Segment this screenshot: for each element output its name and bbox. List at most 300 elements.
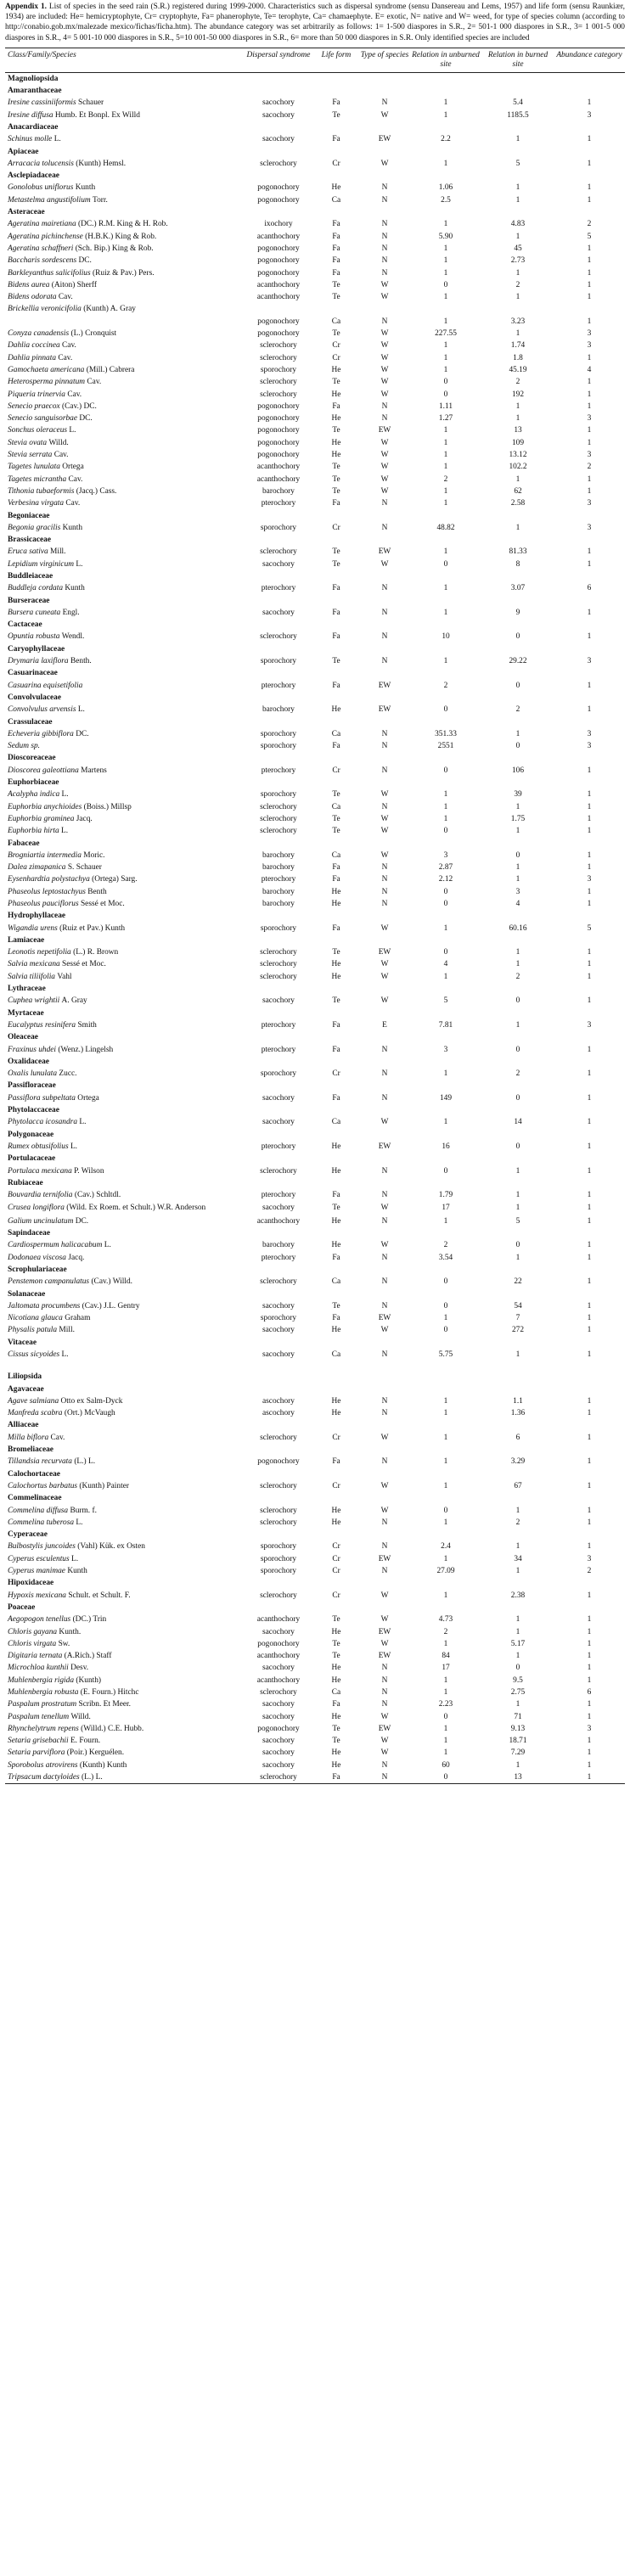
abundance-cell: 1	[587, 1652, 592, 1661]
unburned-cell: 2.5	[441, 195, 451, 205]
burned-cell: 0	[515, 632, 520, 642]
unburned-cell: 1	[443, 1737, 448, 1746]
dispersal-cell: acanthochory	[256, 1675, 301, 1685]
type-cell: W	[380, 996, 389, 1006]
species-table	[5, 48, 625, 1785]
burned-cell: 3	[515, 887, 520, 896]
family-name: Alliaceae	[8, 1421, 39, 1430]
species-authority: Moric.	[83, 850, 105, 860]
dispersal-cell: sporochory	[260, 729, 297, 738]
species-cell	[5, 1662, 245, 1674]
table-row	[5, 182, 625, 194]
species-authority: (Kunth) A. Gray	[83, 305, 136, 314]
species-authority: L.	[71, 1554, 79, 1563]
unburned-cell: 1	[443, 1748, 448, 1758]
species-cell	[5, 740, 245, 752]
species-name: Verbesina virgata	[8, 499, 65, 508]
table-row	[5, 1686, 625, 1698]
unburned-cell: 1	[443, 317, 448, 326]
type-cell: N	[381, 863, 388, 873]
abundance-cell	[554, 303, 625, 315]
species-name: Commelina tuberosa	[8, 1518, 75, 1527]
species-cell	[5, 1432, 245, 1444]
life-form-cell: Te	[332, 790, 340, 800]
species-cell	[5, 923, 245, 934]
species-authority: Mill.	[59, 1326, 75, 1335]
abundance-cell: 2	[587, 1567, 592, 1576]
table-row	[5, 1407, 625, 1419]
family-name: Cyperaceae	[8, 1530, 48, 1540]
life-form-cell: He	[331, 1518, 341, 1527]
life-form-cell: Cr	[332, 1069, 340, 1079]
species-name: Ageratina pichinchense	[8, 232, 83, 241]
family-row	[5, 1492, 625, 1504]
dispersal-cell: barochory	[262, 863, 295, 873]
species-cell	[5, 1201, 245, 1215]
dispersal-cell: sclerochory	[260, 827, 297, 836]
species-authority: L.	[70, 1142, 78, 1151]
dispersal-cell: ascochory	[262, 1409, 295, 1418]
abundance-cell: 1	[587, 438, 592, 447]
unburned-cell: 0	[443, 766, 448, 775]
life-form-cell: Te	[332, 474, 340, 484]
species-name: Rhynchelytrum repens	[8, 1724, 79, 1733]
table-row	[5, 424, 625, 436]
type-cell: N	[381, 1350, 388, 1359]
species-cell	[5, 401, 245, 412]
family-row	[5, 510, 625, 522]
species-authority: S. Schauer	[67, 863, 102, 873]
species-cell	[5, 1116, 245, 1128]
type-cell: N	[381, 766, 388, 775]
table-row	[5, 740, 625, 752]
species-authority: L.	[61, 790, 69, 800]
burned-cell: 5.4	[513, 98, 523, 108]
species-authority: Schauer	[77, 98, 104, 108]
abundance-cell: 1	[587, 1760, 592, 1770]
life-form-cell: Ca	[331, 802, 341, 811]
species-authority: Wendl.	[61, 632, 85, 642]
species-name: Penstemon campanulatus	[8, 1277, 90, 1287]
species-cell	[5, 231, 245, 243]
species-cell	[5, 655, 245, 667]
species-name: Baccharis sordescens	[8, 256, 77, 266]
table-row	[5, 461, 625, 473]
burned-cell: 1.75	[510, 814, 526, 823]
species-name: Nicotiana glauca	[8, 1314, 63, 1323]
family-row	[5, 1056, 625, 1068]
life-form-cell: Te	[332, 329, 340, 339]
abundance-cell: 3	[587, 1724, 592, 1733]
dispersal-cell: sclerochory	[260, 353, 297, 362]
species-authority: (Cav.) Schltdl.	[74, 1191, 121, 1200]
type-cell: N	[381, 900, 388, 908]
species-cell	[5, 255, 245, 267]
species-cell	[5, 194, 245, 206]
burned-cell: 1	[515, 232, 520, 241]
burned-cell: 1	[515, 863, 520, 873]
dispersal-cell: sporochory	[260, 742, 297, 751]
species-authority: Schult. et Schult. F.	[68, 1591, 131, 1600]
type-cell: N	[381, 1664, 388, 1673]
dispersal-cell: sporochory	[260, 923, 297, 933]
species-authority: (E. Fourn.) Hitchc	[80, 1688, 139, 1697]
table-row	[5, 1019, 625, 1031]
species-name: Dioscorea galeottiana	[8, 766, 79, 775]
species-name: Dahlia pinnata	[8, 353, 57, 362]
species-cell	[5, 861, 245, 873]
unburned-cell: 0	[409, 1771, 482, 1784]
species-name: Crusea longiflora	[8, 1204, 65, 1213]
family-name: Begoniaceae	[8, 511, 50, 520]
abundance-cell: 1	[587, 256, 592, 266]
species-name: Metastelma angustifolium	[8, 195, 91, 205]
type-cell: W	[380, 280, 389, 289]
species-name: Bouvardia ternifolia	[8, 1191, 73, 1200]
life-form-cell: He	[331, 1142, 341, 1151]
species-authority: L.	[76, 1518, 83, 1527]
species-cell	[5, 522, 245, 534]
species-name: Sporobolus atrovirens	[8, 1760, 78, 1770]
type-cell: EW	[378, 1724, 391, 1733]
family-row	[5, 777, 625, 789]
abundance-cell: 3	[587, 729, 592, 738]
species-authority: (L.) R. Brown	[73, 948, 119, 957]
unburned-cell: 1	[443, 1675, 448, 1685]
abundance-cell: 3	[587, 329, 592, 339]
species-cell	[5, 789, 245, 800]
dispersal-cell: sacochory	[262, 1700, 295, 1709]
dispersal-cell: pogonochory	[257, 401, 300, 411]
table-row	[5, 1165, 625, 1177]
unburned-cell: 0	[443, 1326, 448, 1335]
type-cell: N	[381, 268, 388, 278]
family-name: Commelinaceae	[8, 1494, 62, 1503]
abundance-cell: 1	[587, 474, 592, 484]
unburned-cell: 1	[443, 463, 448, 472]
type-cell: N	[381, 1688, 388, 1697]
abundance-cell: 1	[587, 1712, 592, 1721]
life-form-cell: Fa	[332, 1457, 340, 1467]
table-row	[5, 1276, 625, 1288]
family-row	[5, 170, 625, 182]
family-row	[5, 1288, 625, 1300]
species-authority: (DC.) Trin	[72, 1615, 107, 1625]
burned-cell: 8	[515, 559, 520, 569]
species-name: Phaseolus leptostachyus	[8, 887, 86, 896]
family-row	[5, 910, 625, 922]
dispersal-cell: pterochory	[261, 1191, 296, 1200]
burned-cell: 2	[515, 972, 520, 981]
abundance-cell: 3	[587, 451, 592, 460]
species-authority: L.	[61, 1350, 69, 1359]
species-cell	[5, 158, 245, 170]
species-cell	[5, 449, 245, 461]
species-authority: (Kunth) Painter	[79, 1481, 129, 1490]
species-name: Acalypha indica	[8, 790, 60, 800]
unburned-cell: 1	[443, 802, 448, 811]
life-form-cell: He	[331, 972, 341, 981]
species-authority: Humb. Et Bonpl. Ex Willd	[54, 110, 140, 120]
abundance-cell: 1	[587, 887, 592, 896]
species-cell	[5, 1541, 245, 1552]
type-cell: W	[380, 790, 389, 800]
family-name: Sapindaceae	[8, 1229, 51, 1238]
abundance-cell: 1	[587, 390, 592, 399]
dispersal-cell: sporochory	[260, 365, 297, 374]
species-name: Salvia tiliifolia	[8, 972, 55, 981]
species-cell	[5, 1553, 245, 1565]
burned-cell: 1	[515, 1020, 520, 1030]
table-row	[5, 1395, 625, 1407]
abundance-cell: 1	[587, 159, 592, 168]
dispersal-cell: sclerochory	[245, 1771, 312, 1784]
dispersal-cell: pterochory	[261, 1020, 296, 1030]
burned-cell: 1185.5	[507, 110, 529, 120]
species-authority: (Ruiz & Pav.) Pers.	[93, 268, 155, 278]
species-name: Schinus molle	[8, 135, 53, 144]
table-row	[5, 1300, 625, 1312]
family-row	[5, 1444, 625, 1456]
species-name: Begonia gracilis	[8, 523, 61, 532]
burned-cell: 2.73	[510, 256, 526, 266]
species-cell	[5, 1723, 245, 1735]
burned-cell: 1	[515, 1506, 520, 1515]
type-cell: N	[381, 1277, 388, 1287]
abundance-cell: 1	[587, 183, 592, 193]
species-authority: DC.	[79, 414, 93, 424]
family-name: Calochortaceae	[8, 1469, 60, 1479]
abundance-cell: 1	[587, 1639, 592, 1648]
dispersal-cell: pterochory	[261, 499, 296, 508]
table-row	[5, 704, 625, 716]
species-authority: Vahl	[57, 972, 72, 981]
table-row	[5, 1215, 625, 1227]
unburned-cell: 1	[443, 790, 448, 800]
burned-cell: 1	[515, 827, 520, 836]
burned-cell: 1	[515, 268, 520, 278]
type-cell: N	[381, 1093, 388, 1103]
family-row	[5, 1468, 625, 1480]
type-cell: N	[381, 1069, 388, 1079]
type-cell: N	[381, 499, 388, 508]
species-cell	[5, 825, 245, 837]
dispersal-cell: sclerochory	[260, 948, 297, 957]
class-row	[5, 72, 625, 85]
species-authority: (Willd.) C.E. Hubb.	[81, 1724, 144, 1733]
unburned-cell: 0	[443, 887, 448, 896]
life-form-cell: Te	[332, 1652, 340, 1661]
abundance-cell: 1	[587, 802, 592, 811]
species-name: Conyza canadensis	[8, 329, 70, 339]
life-form-cell: Te	[332, 547, 340, 557]
species-cell	[5, 1141, 245, 1153]
type-cell: N	[381, 584, 388, 593]
dispersal-cell: pterochory	[261, 875, 296, 884]
type-cell: W	[380, 814, 389, 823]
type-cell: N	[381, 183, 388, 193]
unburned-cell: 0	[443, 1506, 448, 1515]
species-authority: A. Gray	[61, 996, 87, 1006]
burned-cell: 102.2	[509, 463, 527, 472]
abundance-cell: 1	[587, 1664, 592, 1673]
unburned-cell: 1	[443, 1216, 448, 1226]
table-row	[5, 255, 625, 267]
species-authority: (Vahl) Kük. ex Osten	[77, 1542, 145, 1552]
table-row	[5, 1044, 625, 1056]
table-row	[5, 971, 625, 983]
life-form-cell: Ca	[331, 1688, 341, 1697]
dispersal-cell: pterochory	[261, 766, 296, 775]
abundance-cell: 1	[587, 1204, 592, 1213]
unburned-cell: 3	[443, 1045, 448, 1054]
life-form-cell: Te	[332, 426, 340, 435]
dispersal-cell: sclerochory	[260, 547, 297, 557]
unburned-cell: 1	[443, 365, 448, 374]
species-cell	[5, 631, 245, 643]
type-cell: N	[381, 1567, 388, 1576]
abundance-cell: 1	[587, 1700, 592, 1709]
species-name: Convolvulus arvensis	[8, 705, 76, 715]
abundance-cell: 1	[587, 378, 592, 387]
dispersal-cell: barochory	[262, 486, 295, 496]
type-cell: N	[381, 256, 388, 266]
life-form-cell: Cr	[332, 1542, 340, 1552]
species-authority: (L.) L.	[81, 1773, 103, 1782]
abundance-cell: 6	[587, 1688, 592, 1697]
species-name: Agave salmiana	[8, 1396, 59, 1406]
table-row	[5, 412, 625, 424]
abundance-cell: 1	[587, 135, 592, 144]
species-name: Cyperus manimae	[8, 1567, 65, 1576]
species-cell	[5, 218, 245, 230]
species-authority: P. Wilson	[74, 1166, 104, 1176]
life-form-cell: He	[331, 705, 341, 715]
species-cell	[5, 1276, 245, 1288]
dispersal-cell: pogonochory	[257, 317, 300, 326]
species-authority: L.	[69, 426, 76, 435]
abundance-cell: 1	[587, 632, 592, 642]
burned-cell: 18.71	[509, 1737, 527, 1746]
class-name: Liliopsida	[8, 1372, 42, 1382]
unburned-cell: 1	[443, 1396, 448, 1406]
species-authority: Cav.	[87, 378, 102, 387]
type-cell: EW	[378, 1652, 391, 1661]
type-cell: N	[360, 1771, 409, 1784]
species-cell	[5, 1092, 245, 1104]
family-name: Vitaceae	[8, 1338, 37, 1347]
life-form-cell: He	[331, 414, 341, 424]
species-name: Stevia ovata	[8, 438, 48, 447]
species-authority: (Sch. Bip.) King & Rob.	[75, 244, 154, 253]
species-authority: (A.Rich.) Staff	[64, 1652, 112, 1661]
dispersal-cell: sclerochory	[260, 1433, 297, 1442]
table-row	[5, 1312, 625, 1324]
species-authority: L.	[79, 1118, 87, 1127]
species-authority: (Poir.) Kerguélen.	[66, 1748, 125, 1758]
table-row	[5, 1638, 625, 1650]
species-cell	[5, 1239, 245, 1251]
burned-cell: 54	[514, 1301, 522, 1310]
table-caption	[5, 2, 625, 43]
life-form-cell: Cr	[332, 341, 340, 351]
abundance-cell: 1	[587, 401, 592, 411]
species-cell	[5, 1675, 245, 1686]
species-cell	[5, 801, 245, 813]
species-name: Stevia serrata	[8, 451, 53, 460]
type-cell: W	[380, 293, 389, 302]
species-authority: Scribn. Et Meer.	[78, 1700, 131, 1709]
species-authority: Sw.	[58, 1639, 70, 1648]
life-form-cell: Cr	[332, 1554, 340, 1563]
life-form-cell: He	[331, 1760, 341, 1770]
burned-cell: 106	[511, 766, 525, 775]
burned-cell: 272	[511, 1326, 525, 1335]
family-row	[5, 1129, 625, 1141]
type-cell: W	[380, 486, 389, 496]
family-row	[5, 643, 625, 655]
species-name: Galium uncinulatum	[8, 1216, 74, 1226]
type-cell: W	[380, 1591, 389, 1600]
burned-cell: 1	[515, 523, 520, 532]
unburned-cell: 2	[443, 1241, 448, 1250]
unburned-cell: 0	[443, 900, 448, 908]
unburned-cell: 1	[443, 923, 448, 933]
unburned-cell: 2	[443, 1627, 448, 1636]
type-cell: W	[380, 1712, 389, 1721]
type-cell: W	[380, 1204, 389, 1213]
family-name: Anacardiaceae	[8, 123, 59, 132]
dispersal-cell: pogonochory	[257, 438, 300, 447]
species-name: Tagetes lunulata	[8, 463, 60, 472]
species-authority: (Cav.) J.L. Gentry	[82, 1301, 140, 1310]
header-type: Type of species	[360, 48, 409, 72]
type-cell: N	[381, 1518, 388, 1527]
abundance-cell: 1	[587, 705, 592, 715]
header-life-form: Life form	[312, 48, 360, 72]
burned-cell: 7	[515, 1314, 520, 1323]
abundance-cell: 1	[587, 1253, 592, 1262]
dispersal-cell: sclerochory	[260, 814, 297, 823]
species-cell	[5, 1165, 245, 1177]
species-cell	[5, 316, 245, 328]
table-row	[5, 1517, 625, 1529]
type-cell: N	[381, 1700, 388, 1709]
unburned-cell: 0	[443, 559, 448, 569]
burned-cell: 1	[515, 401, 520, 411]
dispersal-cell: acanthochory	[256, 474, 301, 484]
unburned-cell: 48.82	[436, 523, 455, 532]
type-cell: W	[380, 827, 389, 836]
class-row	[5, 1371, 625, 1383]
burned-cell: 4	[515, 900, 520, 908]
burned-cell: 34	[514, 1554, 522, 1563]
burned-cell: 1	[515, 802, 520, 811]
family-row	[5, 1419, 625, 1431]
abundance-cell: 1	[587, 1241, 592, 1250]
species-authority: L.	[76, 559, 83, 569]
family-row	[5, 1177, 625, 1189]
life-form-cell: Ca	[331, 1277, 341, 1287]
species-name: Tripsacum dactyloides	[8, 1773, 80, 1782]
family-name: Apiaceae	[8, 147, 39, 156]
table-row	[5, 546, 625, 558]
type-cell: W	[380, 1748, 389, 1758]
unburned-cell: 227.55	[435, 329, 457, 339]
burned-cell: 13	[482, 1771, 554, 1784]
species-cell	[5, 582, 245, 594]
caption-label: Appendix 1.	[5, 3, 47, 11]
